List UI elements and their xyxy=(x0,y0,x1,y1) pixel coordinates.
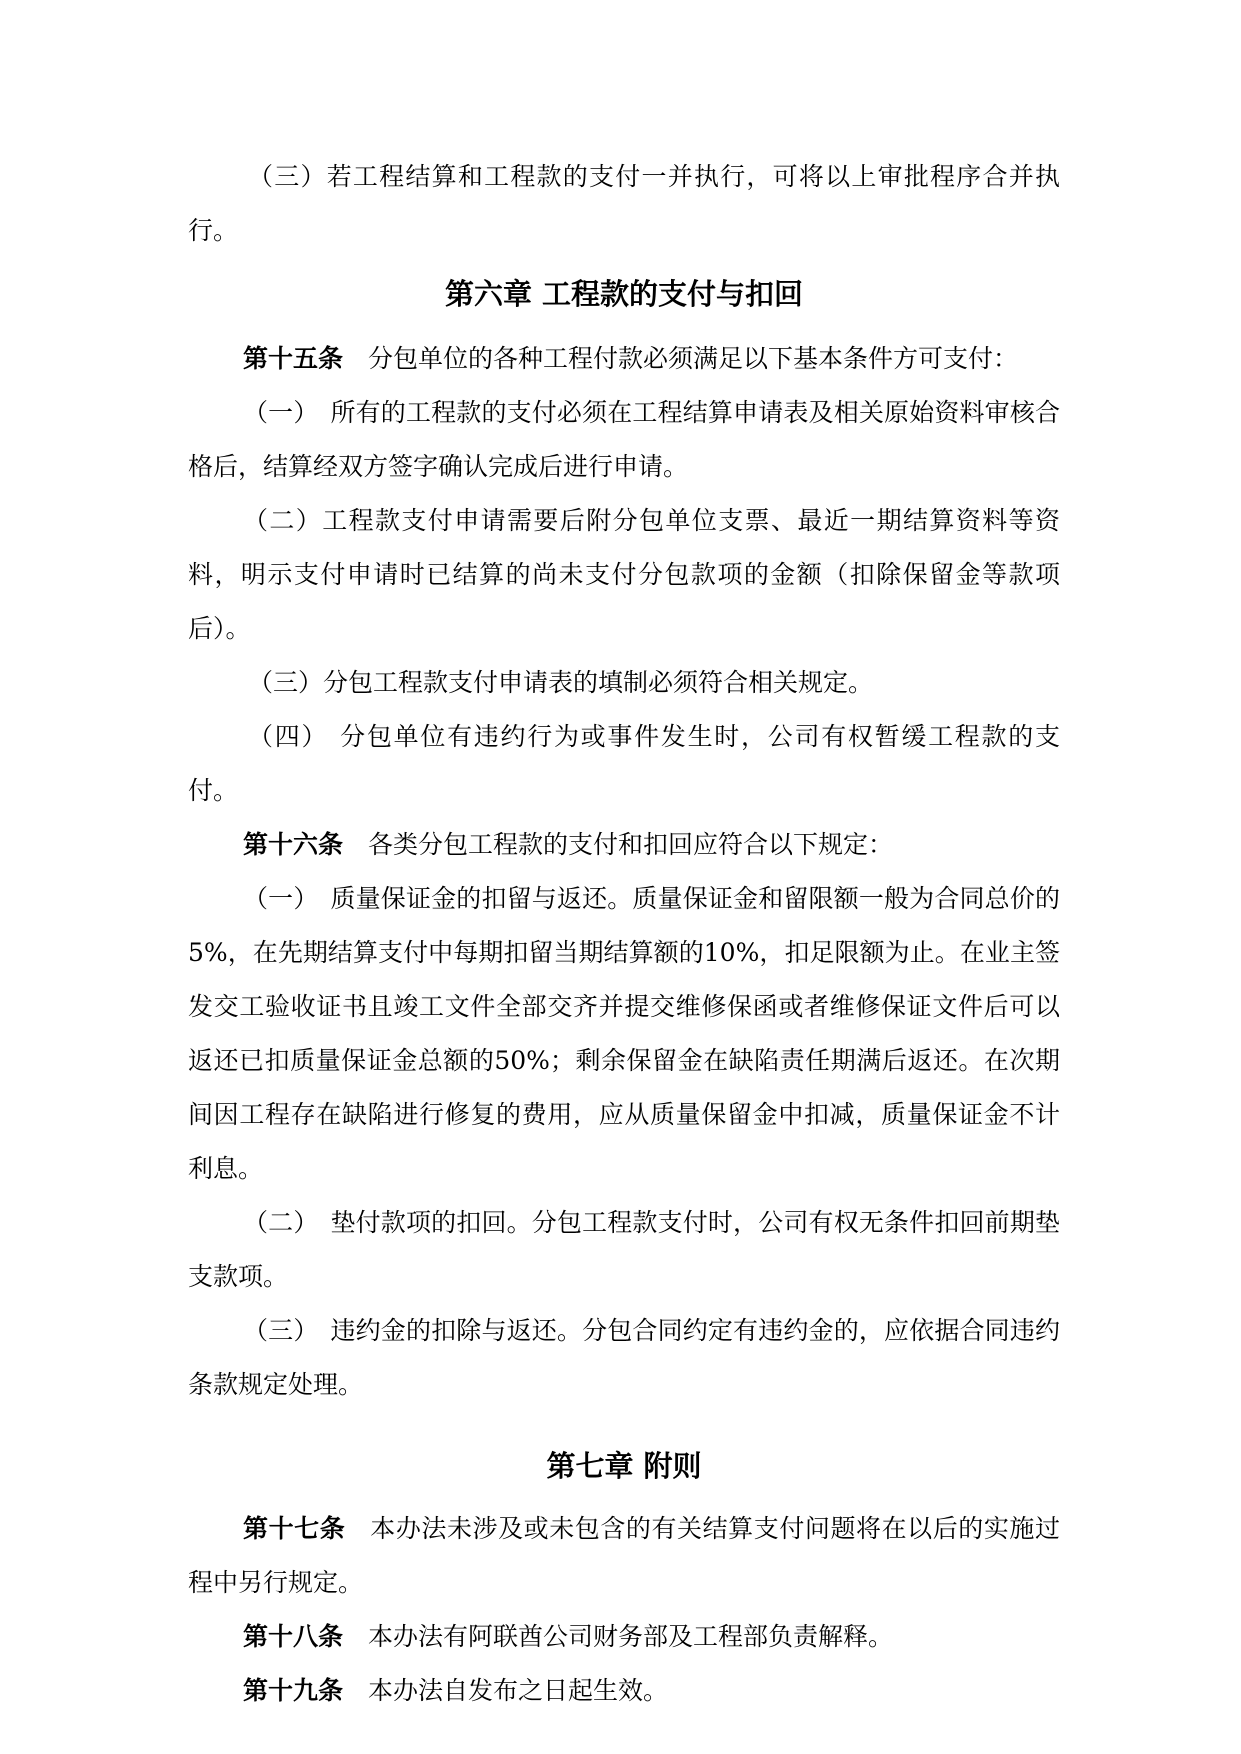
intro-paragraph xyxy=(188,150,1060,258)
article-16 xyxy=(188,818,1060,872)
item-number: （三） xyxy=(243,1316,319,1345)
item-text: 分包单位有违约行为或事件发生时，公司有权暂缓工程款的支付。 xyxy=(188,722,1060,805)
item-text: 分包工程款支付申请表的填制必须符合相关规定。 xyxy=(323,668,874,697)
item-number: （二） xyxy=(243,1208,319,1237)
article-19 xyxy=(188,1664,1060,1718)
article-text: 本办法有阿联酋公司财务部及工程部负责解释。 xyxy=(368,1622,894,1651)
chapter-6-title: 第六章 工程款的支付与扣回 xyxy=(444,277,804,311)
article-15-item-2 xyxy=(188,494,1060,656)
article-15-item-3 xyxy=(188,656,1060,710)
article-text: 本办法自发布之日起生效。 xyxy=(368,1676,669,1705)
article-number: 第十五条 xyxy=(243,344,344,373)
article-15-item-1 xyxy=(188,386,1060,494)
item-text: 违约金的扣除与返还。分包合同约定有违约金的，应依据合同违约条款规定处理。 xyxy=(188,1316,1060,1399)
item-number: （四） xyxy=(248,722,329,751)
article-18 xyxy=(188,1610,1060,1664)
article-15-item-4 xyxy=(188,710,1060,818)
item-number: （一） xyxy=(243,884,319,913)
article-number: 第十八条 xyxy=(243,1622,344,1651)
article-15 xyxy=(188,332,1060,386)
article-16-item-3 xyxy=(188,1304,1060,1412)
item-text: 质量保证金的扣留与返还。质量保证金和留限额一般为合同总价的5%，在先期结算支付中每期扣留当期结算额的10%，扣足限额为止。在业主签发交工验收证书且竣工文件全部交齐并提交维修保函或者维修保证文件后可以返还已扣质量保证金总额的50%；剩余保留金在缺陷责任期满后返还。在次期间因工程存在缺陷进行修复的费用，应从质量保留金中扣减，质量保证金不计利息。 xyxy=(188,884,1060,1183)
item-text: 工程款支付申请需要后附分包单位支票、最近一期结算资料等资料，明示支付申请时已结算的尚未支付分包款项的金额（扣除保留金等款项后）。 xyxy=(188,506,1060,643)
item-text: 所有的工程款的支付必须在工程结算申请表及相关原始资料审核合格后，结算经双方签字确认完成后进行申请。 xyxy=(188,398,1060,481)
item-text: 垫付款项的扣回。分包工程款支付时，公司有权无条件扣回前期垫支款项。 xyxy=(188,1208,1060,1291)
chapter-7-title: 第七章 附则 xyxy=(546,1449,702,1483)
article-17 xyxy=(188,1502,1060,1610)
paragraph-text: 若工程结算和工程款的支付一并执行，可将以上审批程序合并执行。 xyxy=(188,162,1060,245)
article-16-item-2 xyxy=(188,1196,1060,1304)
article-number: 第十六条 xyxy=(243,830,344,859)
article-text: 各类分包工程款的支付和扣回应符合以下规定： xyxy=(368,830,894,859)
article-text: 本办法未涉及或未包含的有关结算支付问题将在以后的实施过程中另行规定。 xyxy=(188,1514,1060,1597)
item-number: （二） xyxy=(243,506,323,535)
article-number: 第十七条 xyxy=(243,1514,346,1543)
article-text: 分包单位的各种工程付款必须满足以下基本条件方可支付： xyxy=(368,344,1019,373)
article-16-item-1 xyxy=(188,872,1060,1196)
item-number: （三） xyxy=(248,668,324,697)
article-number: 第十九条 xyxy=(243,1676,344,1705)
item-number: （三） xyxy=(248,162,327,191)
item-number: （一） xyxy=(243,398,319,427)
document-page xyxy=(188,150,1060,1718)
